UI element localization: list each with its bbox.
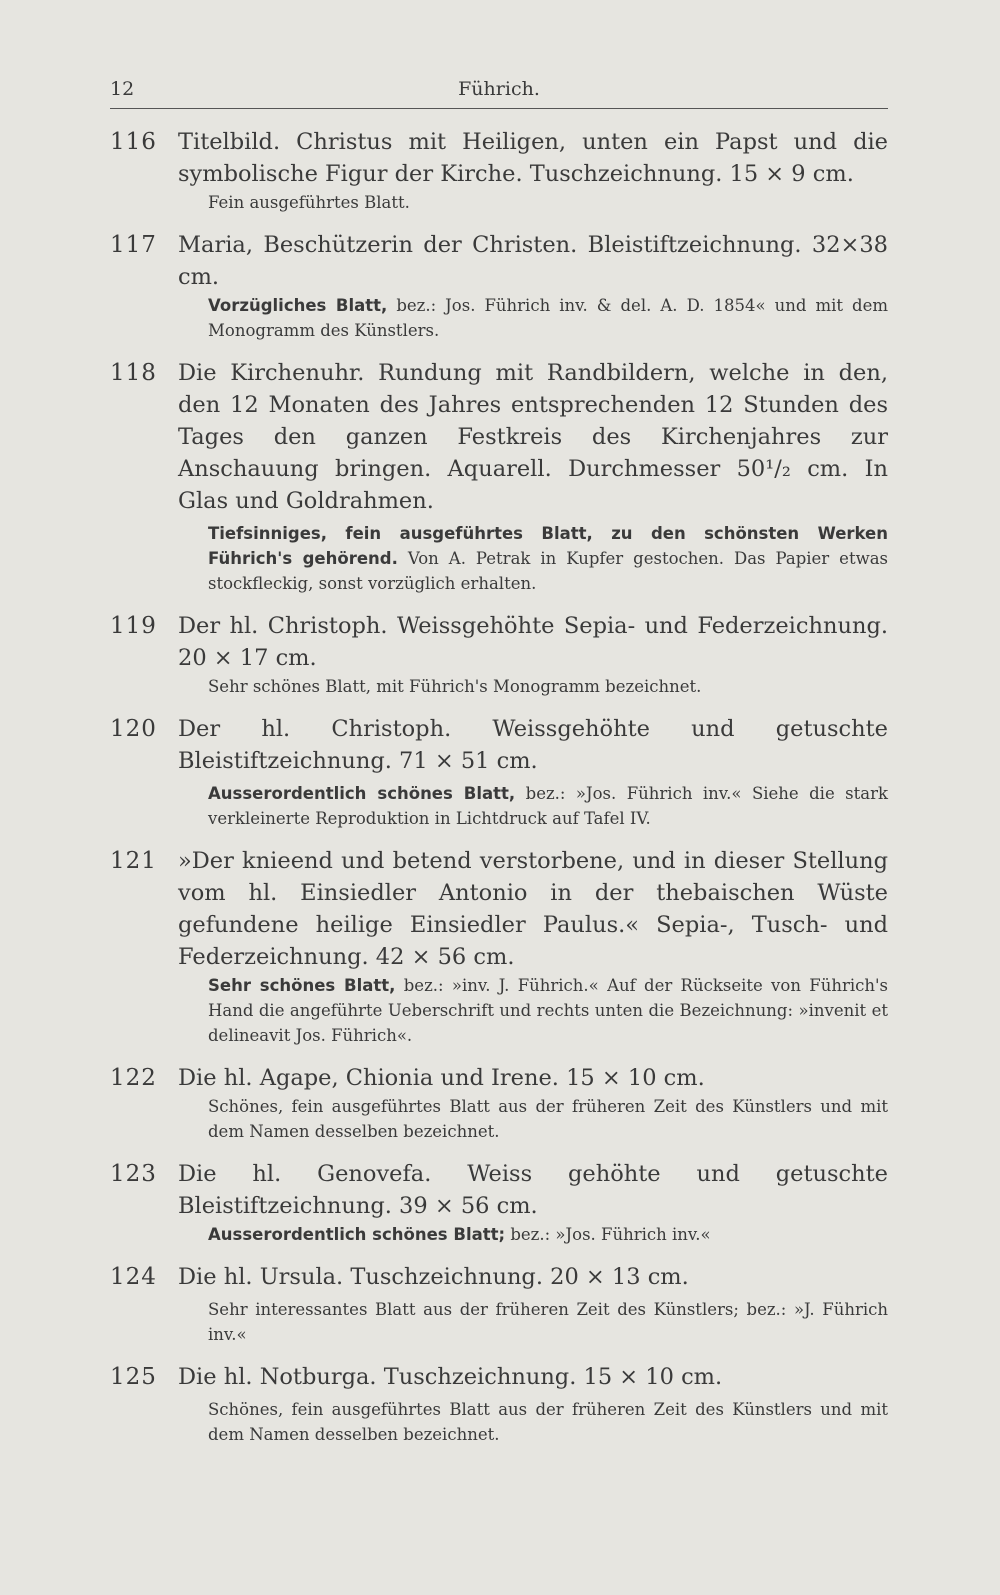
catalog-entry — [110, 1261, 888, 1347]
entry-note-bold: Sehr schönes Blatt, — [208, 976, 396, 995]
entry-note-bold: Ausserordentlich schönes Blatt; — [208, 1225, 506, 1244]
entry-title: Die hl. Ursula. Tuschzeichnung. 20 × 13 cm. — [178, 1264, 689, 1290]
entry-note-text: Schönes, fein ausgeführtes Blatt aus der früheren Zeit des Künstlers und mit dem Namen desselben bezeichnet. — [208, 1097, 888, 1141]
entry-note-text: bez.: »inv. J. Führich.« Auf der Rückseite von Führich's Hand die angeführte Ueberschrift und rechts unten die Bezeichnung: »invenit et delineavit Jos. Führich«. — [208, 976, 888, 1045]
entry-note-bold: Tiefsinniges, fein ausgeführtes Blatt, zu den schönsten Werken Führich's gehörend. — [208, 524, 888, 568]
catalog-entry — [110, 845, 888, 1048]
entry-note-text: Von A. Petrak in Kupfer gestochen. Das Papier etwas stockfleckig, sonst vorzüglich erhalten. — [208, 549, 888, 593]
entry-number: 119 — [110, 613, 157, 639]
entry-number: 125 — [110, 1364, 157, 1390]
entry-title: Maria, Beschützerin der Christen. Bleistiftzeichnung. 32×38 cm. — [178, 232, 888, 290]
catalog-entry — [110, 1361, 888, 1447]
entry-note — [178, 293, 888, 343]
entry-title: Die hl. Agape, Chionia und Irene. 15 × 10 cm. — [178, 1065, 705, 1091]
entry-number: 117 — [110, 232, 157, 258]
entry-note — [178, 1222, 888, 1247]
entry-note — [178, 1397, 888, 1447]
entry-note — [178, 1094, 888, 1144]
entry-title: Die hl. Genovefa. Weiss gehöhte und getuschte Bleistiftzeichnung. 39 × 56 cm. — [178, 1161, 888, 1219]
entry-note — [178, 674, 888, 699]
entry-number: 118 — [110, 360, 157, 386]
entry-note-text: Schönes, fein ausgeführtes Blatt aus der früheren Zeit des Künstlers und mit dem Namen desselben bezeichnet. — [208, 1400, 888, 1444]
entry-title: Der hl. Christoph. Weissgehöhte Sepia- und Federzeichnung. 20 × 17 cm. — [178, 613, 888, 671]
entry-number: 116 — [110, 129, 157, 155]
entry-note-text: Sehr schönes Blatt, mit Führich's Monogramm bezeichnet. — [208, 677, 702, 696]
entry-title: Die hl. Notburga. Tuschzeichnung. 15 × 10 cm. — [178, 1364, 723, 1390]
entry-title: Die Kirchenuhr. Rundung mit Randbildern, welche in den, den 12 Monaten des Jahres entsprechenden 12 Stunden des Tages den ganzen Festkreis des Kirchenjahres zur Anschauung bringen. Aquarell. Durchmesser 50¹/₂ cm. In Glas und Goldrahmen. — [178, 360, 888, 514]
catalog-entry — [110, 1062, 888, 1144]
entry-note — [178, 190, 888, 215]
entry-number: 124 — [110, 1264, 157, 1290]
entry-title: Titelbild. Christus mit Heiligen, unten ein Papst und die symbolische Figur der Kirche. Tuschzeichnung. 15 × 9 cm. — [178, 129, 888, 187]
entry-note-text: bez.: »Jos. Führich inv.« Siehe die stark verkleinerte Reproduktion in Lichtdruck auf Tafel IV. — [208, 784, 888, 828]
entry-note-bold: Vorzügliches Blatt, — [208, 296, 388, 315]
entry-note-text: bez.: »Jos. Führich inv.« — [505, 1225, 711, 1244]
entry-note — [178, 973, 888, 1048]
entry-note — [178, 781, 888, 831]
catalog-entry — [110, 126, 888, 215]
entry-number: 120 — [110, 716, 157, 742]
catalog-entry — [110, 229, 888, 343]
catalog-entry — [110, 713, 888, 831]
entry-title: Der hl. Christoph. Weissgehöhte und getuschte Bleistiftzeichnung. 71 × 51 cm. — [178, 716, 888, 774]
page-number: 12 — [110, 78, 135, 100]
catalog-entry — [110, 610, 888, 699]
entry-title: »Der knieend und betend verstorbene, und in dieser Stellung vom hl. Einsiedler Antonio in der thebaischen Wüste gefundene heilige Einsiedler Paulus.« Sepia-, Tusch- und Federzeichnung. 42 × 56 cm. — [178, 848, 888, 970]
entry-note — [178, 1297, 888, 1347]
catalog-entry — [110, 357, 888, 596]
catalog-entry — [110, 1158, 888, 1247]
entry-number: 121 — [110, 848, 157, 874]
entry-note-bold: Ausserordentlich schönes Blatt, — [208, 784, 516, 803]
entry-number: 122 — [110, 1065, 157, 1091]
entry-note — [178, 521, 888, 596]
entry-number: 123 — [110, 1161, 157, 1187]
entry-note-text: bez.: Jos. Führich inv. & del. A. D. 1854« und mit dem Monogramm des Künstlers. — [208, 296, 888, 340]
running-head: Führich. — [458, 78, 540, 100]
entry-note-text: Sehr interessantes Blatt aus der früheren Zeit des Künstlers; bez.: »J. Führich inv.« — [208, 1300, 888, 1344]
page-header — [110, 78, 888, 109]
catalog-entries — [110, 126, 888, 1447]
entry-note-text: Fein ausgeführtes Blatt. — [208, 193, 410, 212]
